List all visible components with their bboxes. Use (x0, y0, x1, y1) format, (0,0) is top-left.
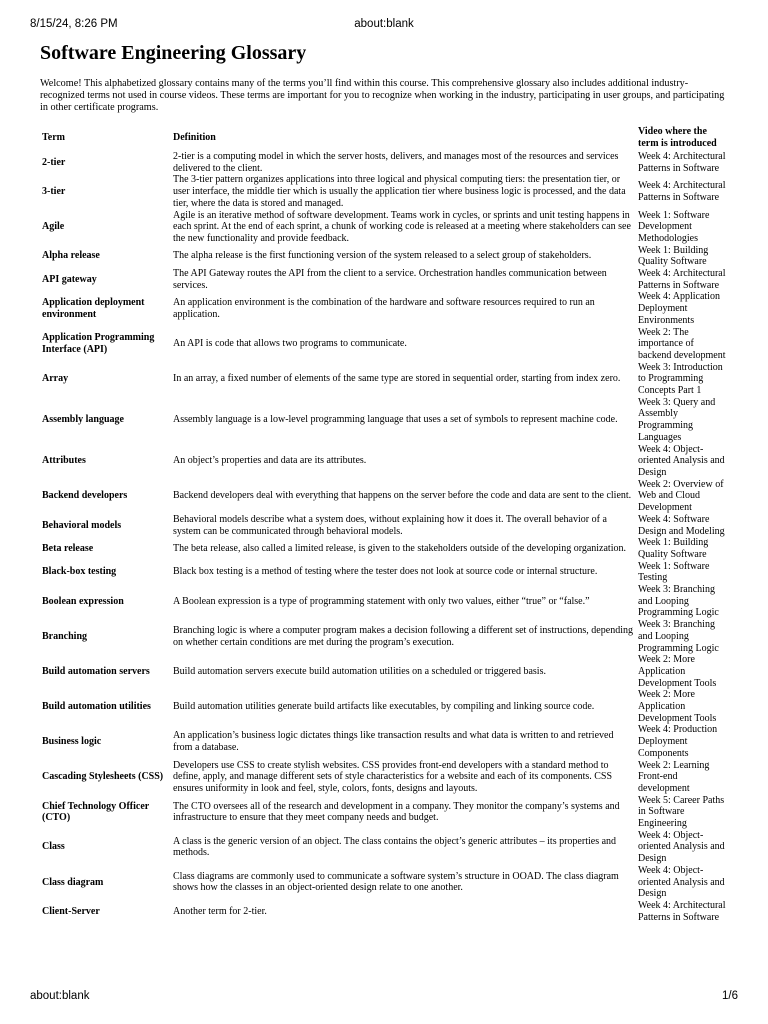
video-cell: Week 4: Object-oriented Analysis and Design (638, 443, 725, 478)
definition-cell: Build automation servers execute build automation utilities on a scheduled or triggered basis. (173, 665, 546, 677)
video-cell: Week 3: Introduction to Programming Concepts Part 1 (638, 361, 723, 397)
definition-cell: Developers use CSS to create stylish websites. CSS provides front-end developers with a standard method to define, apply, and manage different sets of style characteristics for a website and each of its components. CSS ensures uniformity in look and feel, style, colors, fonts, designs and layouts. (173, 759, 613, 794)
term-cell: Client-Server (42, 905, 100, 917)
page-title: Software Engineering Glossary (40, 42, 307, 64)
print-header (0, 18, 768, 38)
video-cell: Week 4: Architectural Patterns in Software (638, 900, 726, 923)
video-cell: Week 5: Career Paths in Software Engineering (638, 794, 725, 830)
definition-cell: Class diagrams are commonly used to communicate a software system’s structure in OOAD. The class diagram shows how the classes in an object-oriented design relate to one another. (173, 870, 619, 894)
table-row (40, 362, 728, 397)
video-cell: Week 4: Production Deployment Components (638, 724, 718, 759)
definition-cell: 2-tier is a computing model in which the server hosts, delivers, and manages most of the resources and services delivered to the client. (173, 151, 619, 174)
table-row (40, 561, 728, 584)
term-cell: Business logic (42, 736, 102, 748)
term-cell: Array (42, 373, 69, 385)
video-cell: Week 1: Building Quality Software (638, 537, 709, 560)
term-cell: API gateway (42, 273, 97, 285)
table-row (40, 479, 728, 514)
video-cell: Week 1: Software Testing (638, 560, 710, 584)
term-cell: Agile (42, 221, 65, 233)
term-cell: Behavioral models (42, 519, 122, 531)
video-cell: Week 4: Architectural Patterns in Software (638, 268, 726, 291)
video-cell: Week 3: Query and Assembly Programming Languages (638, 396, 716, 443)
header-definition: Definition (173, 131, 216, 143)
video-cell: Week 3: Branching and Looping Programming Logic (638, 619, 719, 654)
definition-cell: In an array, a fixed number of elements of the same type are stored in sequential order, starting from index zero. (173, 373, 621, 385)
definition-cell: The 3-tier pattern organizes applications into three logical and physical computing tiers: the presentation tier, or user interface, the middle tier which is usually the application tier where business logic is processed, and the data tier, where the data is stored and managed. (173, 174, 626, 209)
video-cell: Week 2: The importance of backend development (638, 326, 726, 361)
table-row (40, 795, 728, 830)
definition-cell: A Boolean expression is a type of programming statement with only two values, either “true” or “false.” (173, 595, 590, 607)
video-cell: Week 4: Application Deployment Environments (638, 291, 720, 326)
term-cell: Alpha release (42, 250, 100, 262)
term-cell: Assembly language (42, 414, 124, 426)
term-cell: 3-tier (42, 186, 66, 198)
page-number: 1/6 (722, 990, 738, 1002)
table-row (40, 444, 728, 479)
term-cell: Cascading Stylesheets (CSS) (42, 771, 164, 783)
table-row (40, 654, 728, 689)
term-cell: Build automation utilities (42, 701, 151, 713)
term-cell: Application Programming Interface (API) (42, 332, 155, 356)
table-row (40, 537, 728, 560)
video-cell: Week 4: Object-oriented Analysis and Design (638, 864, 725, 900)
intro-paragraph: Welcome! This alphabetized glossary contains many of the terms you’ll find within this course. This comprehensive glossary also includes additional industry-recognized terms not used in course videos. These terms are important for you to recognize when working in the industry, participating in user groups, and participating in other certificate programs. (40, 78, 725, 113)
print-url: about:blank (354, 18, 414, 30)
table-row (40, 291, 728, 326)
term-cell: Class (42, 841, 65, 853)
definition-cell: An API is code that allows two programs to communicate. (173, 338, 407, 350)
definition-cell: Assembly language is a low-level programming language that uses a set of symbols to represent machine code. (173, 414, 618, 426)
table-row (40, 760, 728, 795)
table-row (40, 689, 728, 724)
definition-cell: An application’s business logic dictates things like transaction results and what data is written to and retrieved from a database. (173, 730, 614, 753)
video-cell: Week 4: Software Design and Modeling (638, 513, 725, 537)
video-cell: Week 2: More Application Development Tools (638, 689, 717, 724)
table-row (40, 865, 728, 900)
table-row (40, 514, 728, 537)
definition-cell: The beta release, also called a limited release, is given to the stakeholders outside of the developing organization. (173, 543, 626, 555)
video-cell: Week 4: Object-oriented Analysis and Design (638, 829, 725, 865)
definition-cell: The alpha release is the first functioning version of the system released to a select group of stakeholders. (173, 250, 592, 262)
glossary-rows (40, 151, 728, 923)
table-row (40, 327, 728, 362)
term-cell: Build automation servers (42, 665, 150, 677)
term-cell: Branching (42, 630, 88, 642)
header-video: Video where the term is introduced (638, 125, 717, 149)
definition-cell: Black box testing is a method of testing where the tester does not look at source code or internal structure. (173, 566, 598, 578)
table-row (40, 174, 728, 209)
table-row (40, 268, 728, 291)
definition-cell: A class is the generic version of an object. The class contains the object’s generic attributes – its properties and methods. (173, 835, 617, 859)
table-row (40, 397, 728, 444)
definition-cell: The API Gateway routes the API from the client to a service. Orchestration handles communication between services. (173, 268, 607, 291)
table-row (40, 245, 728, 268)
table-row (40, 619, 728, 654)
video-cell: Week 3: Branching and Looping Programming Logic (638, 584, 719, 619)
definition-cell: Build automation utilities generate build artifacts like executables, by compiling and linking source code. (173, 701, 595, 713)
table-row (40, 724, 728, 759)
table-row (40, 830, 728, 865)
table-row (40, 584, 728, 619)
definition-cell: Another term for 2-tier. (173, 905, 267, 917)
definition-cell: The CTO oversees all of the research and development in a company. They monitor the company’s systems and infrastructure to ensure that they meet company needs and budget. (173, 800, 620, 824)
term-cell: 2-tier (42, 156, 66, 168)
document-body (40, 40, 730, 113)
definition-cell: Backend developers deal with everything that happens on the server before the code and data are sent to the client. (173, 490, 632, 502)
term-cell: Black-box testing (42, 566, 117, 578)
video-cell: Week 2: More Application Development Tools (638, 654, 717, 689)
table-row (40, 900, 728, 923)
print-datetime: 8/15/24, 8:26 PM (30, 18, 118, 30)
video-cell: Week 2: Overview of Web and Cloud Development (638, 478, 724, 514)
definition-cell: An application environment is the combination of the hardware and software resources required to run an application. (173, 297, 595, 320)
table-header-row (40, 125, 728, 151)
footer-url: about:blank (30, 990, 90, 1002)
definition-cell: Branching logic is where a computer program makes a decision following a different set of instructions, depending on whether certain conditions are met during the program’s execution. (173, 624, 633, 648)
term-cell: Backend developers (42, 490, 128, 502)
term-cell: Boolean expression (42, 595, 124, 607)
video-cell: Week 4: Architectural Patterns in Software (638, 180, 726, 203)
video-cell: Week 1: Software Development Methodologies (638, 209, 710, 244)
video-cell: Week 4: Architectural Patterns in Software (638, 151, 726, 174)
table-row (40, 210, 728, 245)
glossary-table (40, 125, 728, 923)
video-cell: Week 1: Building Quality Software (638, 244, 709, 268)
term-cell: Attributes (42, 455, 86, 467)
definition-cell: Agile is an iterative method of software development. Teams work in cycles, or sprints and unit testing happens in each sprint. At the end of each sprint, a chunk of working code is released at a meeting where stakeholders can see the new functionality and provide feedback. (173, 209, 631, 244)
definition-cell: Behavioral models describe what a system does, without explaining how it does it. The overall behavior of a system can be communicated through behavioral models. (173, 513, 607, 537)
definition-cell: An object’s properties and data are its attributes. (173, 455, 367, 467)
print-footer (0, 990, 768, 1010)
table-row (40, 151, 728, 174)
term-cell: Beta release (42, 543, 94, 555)
video-cell: Week 2: Learning Front-end development (638, 759, 710, 794)
term-cell: Chief Technology Officer (CTO) (42, 800, 150, 824)
header-term: Term (42, 131, 65, 143)
term-cell: Class diagram (42, 876, 104, 888)
term-cell: Application deployment environment (42, 297, 145, 320)
